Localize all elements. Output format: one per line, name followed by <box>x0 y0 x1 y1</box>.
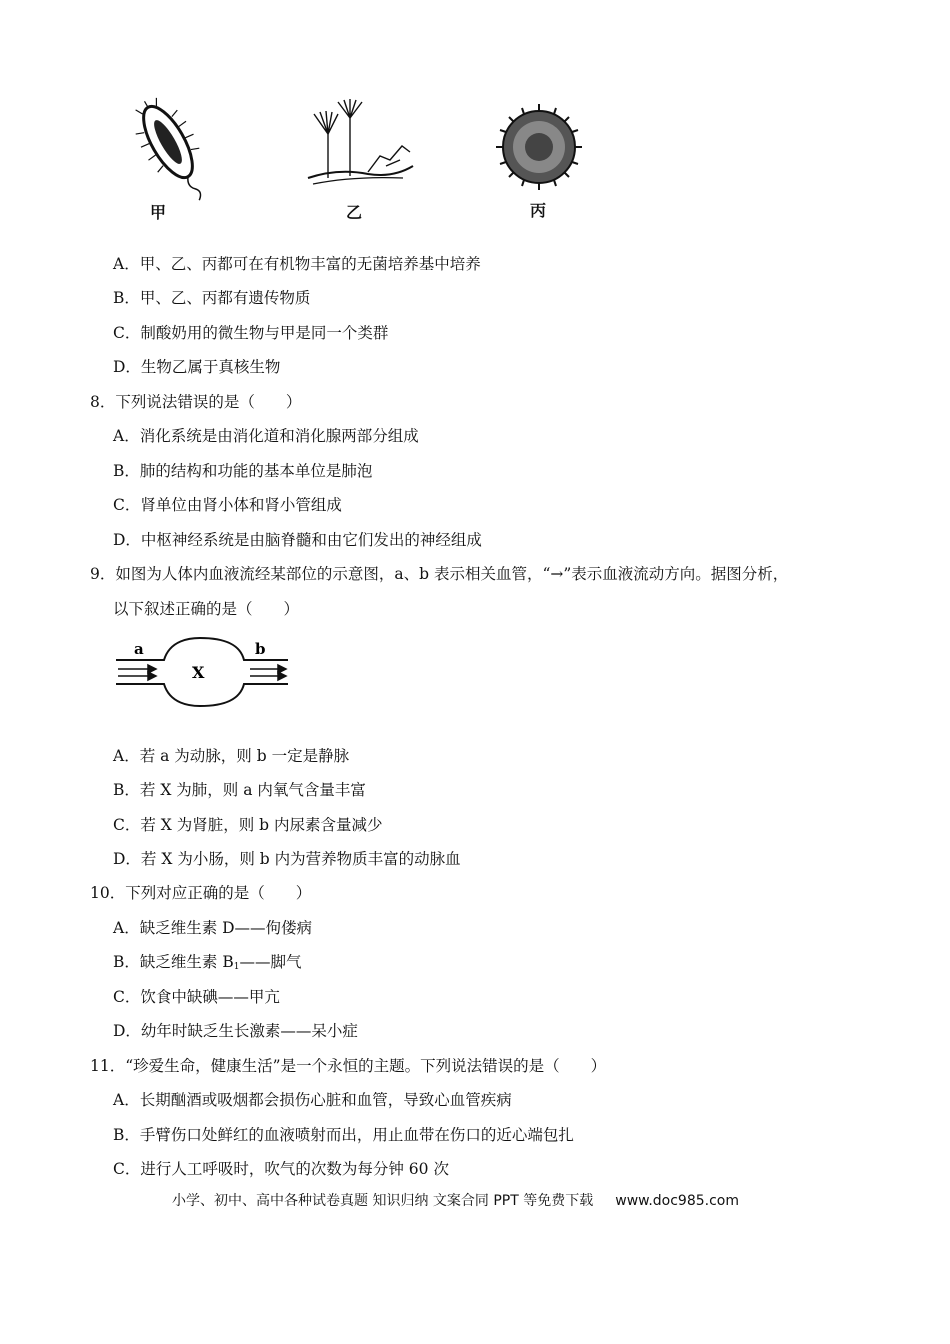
q8-option-d: D．中枢神经系统是由脑脊髓和由它们发出的神经组成 <box>113 531 482 549</box>
q10-option-b-answer: ——脚气 <box>239 953 302 971</box>
q11-option-b: B．手臂伤口处鲜红的血液喷射而出，用止血带在伤口的近心端包扎 <box>113 1126 574 1144</box>
label-jia: 甲 <box>150 203 167 222</box>
q9-option-d: D．若 X 为小肠，则 b 内为营养物质丰富的动脉血 <box>113 850 461 868</box>
q9-option-a: A．若 a 为动脉，则 b 一定是静脉 <box>113 747 350 765</box>
q9-option-c: C．若 X 为肾脏，则 b 内尿素含量减少 <box>113 816 383 834</box>
label-yi: 乙 <box>346 203 363 222</box>
q8-stem: 8．下列说法错误的是（ ） <box>90 393 302 411</box>
q10-option-b-text: B．缺乏维生素 B <box>113 953 234 971</box>
bacterium-illustration <box>118 92 218 202</box>
q11-option-a: A．长期酗酒或吸烟都会损伤心脏和血管，导致心血管疾病 <box>113 1091 512 1109</box>
diagram-label-b: b <box>255 640 266 658</box>
footer-url[interactable]: www.doc985.com <box>615 1193 739 1209</box>
q10-stem: 10．下列对应正确的是（ ） <box>90 884 312 902</box>
q10-option-c: C．饮食中缺碘——甲亢 <box>113 988 280 1006</box>
q11-option-c: C．进行人工呼吸时，吹气的次数为每分钟 60 次 <box>113 1160 449 1178</box>
q7-option-d: D．生物乙属于真核生物 <box>113 358 281 376</box>
q7-option-b: B．甲、乙、丙都有遗传物质 <box>113 289 311 307</box>
blood-flow-diagram <box>112 634 297 710</box>
q7-option-c: C．制酸奶用的微生物与甲是同一个类群 <box>113 324 389 342</box>
page-footer <box>172 1190 739 1210</box>
q11-stem: 11．“珍爱生命，健康生活”是一个永恒的主题。下列说法错误的是（ ） <box>90 1057 607 1075</box>
label-bing: 丙 <box>530 201 547 220</box>
q7-option-a: A．甲、乙、丙都可在有机物丰富的无菌培养基中培养 <box>113 255 481 273</box>
diagram-label-a: a <box>134 640 144 658</box>
q10-option-a: A．缺乏维生素 D——佝偻病 <box>113 919 313 937</box>
q8-option-c: C．肾单位由肾小体和肾小管组成 <box>113 496 342 514</box>
q8-option-b: B．肺的结构和功能的基本单位是肺泡 <box>113 462 373 480</box>
q10-option-d: D．幼年时缺乏生长激素——呆小症 <box>113 1022 358 1040</box>
q8-option-a: A．消化系统是由消化道和消化腺两部分组成 <box>113 427 419 445</box>
mold-illustration <box>298 96 423 191</box>
q9-stem-line1: 9．如图为人体内血液流经某部位的示意图，a、b 表示相关血管，“→”表示血液流动方向。据图分析， <box>90 565 789 583</box>
virus-illustration <box>492 100 586 194</box>
q10-option-b-subscript: 1 <box>233 962 240 972</box>
q10-option-b <box>113 951 301 978</box>
diagram-label-x: X <box>192 663 205 682</box>
footer-text: 小学、初中、高中各种试卷真题 知识归纳 文案合同 PPT 等免费下载 <box>172 1193 594 1209</box>
q9-option-b: B．若 X 为肺，则 a 内氧气含量丰富 <box>113 781 366 799</box>
q9-stem-line2: 以下叙述正确的是（ ） <box>113 600 300 618</box>
